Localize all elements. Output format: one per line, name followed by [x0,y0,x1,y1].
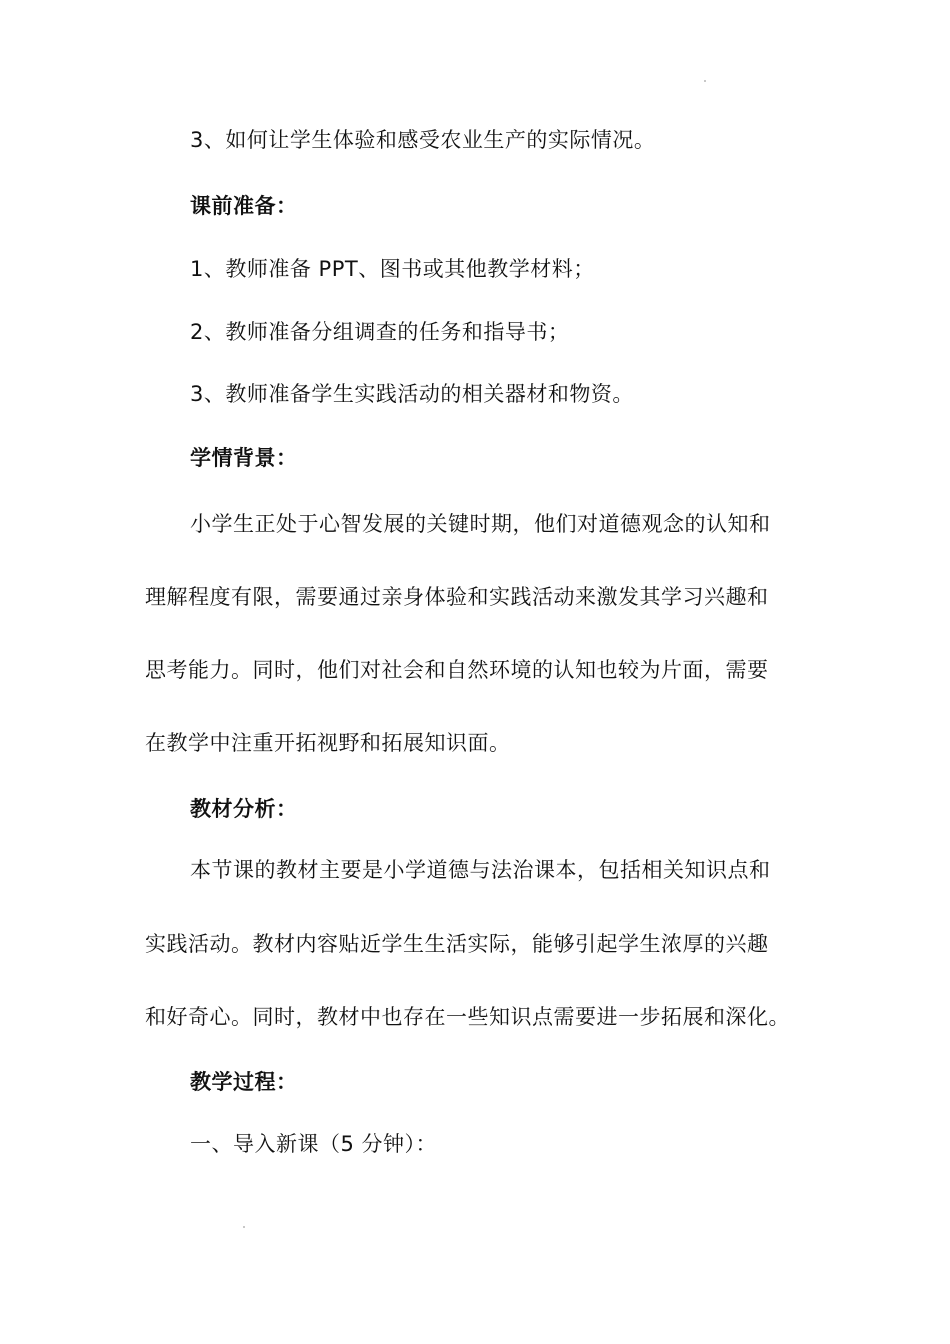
list-item: 2、教师准备分组调查的任务和指导书； [190,320,570,344]
page-mark-dot [243,1226,245,1228]
subsection-heading: 一、导入新课（5 分钟）： [190,1132,438,1156]
list-item: 3、教师准备学生实践活动的相关器材和物资。 [190,382,634,406]
paragraph-line: 思考能力。同时，他们对社会和自然环境的认知也较为片面，需要 [145,658,769,682]
paragraph-line: 本节课的教材主要是小学道德与法治课本，包括相关知识点和 [190,858,771,882]
section-heading: 课前准备： [190,194,298,218]
paragraph-line: 和好奇心。同时，教材中也存在一些知识点需要进一步拓展和深化。 [145,1005,790,1029]
paragraph-line: 在教学中注重开拓视野和拓展知识面。 [145,731,511,755]
list-item: 1、教师准备 PPT、图书或其他教学材料； [190,257,595,281]
section-heading: 教学过程： [190,1070,298,1094]
paragraph-line: 理解程度有限，需要通过亲身体验和实践活动来激发其学习兴趣和 [145,585,769,609]
paragraph-line: 实践活动。教材内容贴近学生生活实际，能够引起学生浓厚的兴趣 [145,932,769,956]
list-item: 3、如何让学生体验和感受农业生产的实际情况。 [190,128,656,152]
section-heading: 学情背景： [190,446,298,470]
paragraph-line: 小学生正处于心智发展的关键时期，他们对道德观念的认知和 [190,512,771,536]
section-heading: 教材分析： [190,797,298,821]
page-mark-dot [704,80,706,82]
